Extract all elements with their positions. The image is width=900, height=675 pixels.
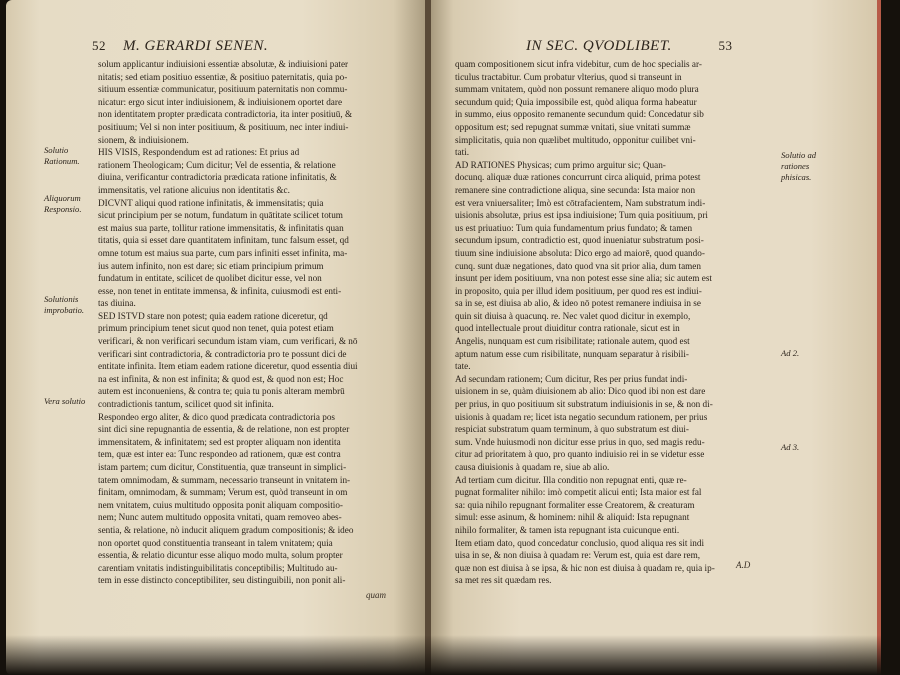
left-running-head: M. GERARDI SENEN. xyxy=(123,38,269,54)
text-line: tate. xyxy=(455,361,471,372)
left-page-number: 52 xyxy=(92,38,106,53)
text-line: autem est inconueniens, & contra te; quia tu ponis alteram membrū xyxy=(98,386,345,397)
table-shadow xyxy=(0,635,900,675)
left-page xyxy=(6,0,427,675)
text-line: nihilo formaliter, & tamen ista repugnant ista cuicunque enti. xyxy=(455,524,680,535)
margin-note-solutionis-improbatio: Solutionis improbatio. xyxy=(44,294,85,315)
text-line: AD RATIONES Physicas; cum primo arguitur sic; Quan- xyxy=(455,159,666,170)
text-line: tas diuina. xyxy=(98,298,136,309)
text-line: nitatis; sed etiam positiuo essentiæ, & positiuo paternitatis, quia po- xyxy=(98,71,348,82)
text-line: quod intellectuale prout diuiditur contra rationale, sicut est in xyxy=(455,323,680,334)
margin-note-aliquorum-responsio: Aliquorum Responsio. xyxy=(44,193,82,214)
right-page-header xyxy=(526,38,733,55)
text-line: quæ non est diuisa à se ipsa, & hic non est diuisa à quadam re, quia ip- xyxy=(455,562,715,573)
margin-note-solutio-phisicas: Solutio ad rationes phisicas. xyxy=(781,150,817,182)
text-line: ius autem infinito, non est dare; sic etiam principium primum xyxy=(98,260,324,271)
text-line: contradictionis tantum, scilicet quod sit infinita. xyxy=(98,399,274,410)
right-page-text xyxy=(455,58,790,587)
text-line: in proposito, quia per illud idem positiuum, per quod res est indiui- xyxy=(455,285,702,296)
text-line: non identitatem propter prædicata contradictoria, ita inter positiuū, & xyxy=(98,109,353,120)
text-line: uisionis absolutæ, prius est ipsa indiuisione; Tum quia positiuum, pri xyxy=(455,210,708,221)
text-line: est maius sua parte, tollitur ratione immensitatis, & infinitatis quan xyxy=(98,222,344,233)
left-page-header xyxy=(92,38,268,55)
text-line: verificari sint contradictoria, & contradictoria pro te possunt dici de xyxy=(98,348,347,359)
text-line: verificari, & non verificari secundum istam viam, cum verificari, & nō xyxy=(98,336,358,347)
margin-note-ad-3: Ad 3. xyxy=(781,442,800,452)
text-line: DICVNT aliqui quod ratione infinitatis, & immensitatis; quia xyxy=(98,197,324,208)
text-line: carentiam vnitatis indistinguibilitatis conceptibilis; Multitudo au- xyxy=(98,562,338,573)
text-line: primum principium tenet sicut quod non tenet, quia potest etiam xyxy=(98,323,334,334)
text-line: sa met res sit quædam res. xyxy=(455,575,552,586)
text-line: simul: esse asinum, & hominem: nihil & aliquid: Ista repugnant xyxy=(455,512,690,523)
text-line: sint dici sine repugnantia de essentia, & de relatione, non est propter xyxy=(98,424,350,435)
text-line: nem; Nunc autem multitudo opposita vnitati, quam removeo abes- xyxy=(98,512,342,523)
text-line: Angelis, nunquam est cum risibilitate; rationale autem, quod est xyxy=(455,336,690,347)
text-line: SED ISTVD stare non potest; quia eadem ratione diceretur, qd xyxy=(98,310,328,321)
text-line: sicut principium per se notum, fundatum in quātitate scilicet totum xyxy=(98,210,343,221)
text-line: Ad tertiam cum dicitur. Illa conditio non repugnat enti, quæ re- xyxy=(455,474,687,485)
text-line: rationem Theologicam; Cum dicitur; Vel de essentia, & relatione xyxy=(98,159,336,170)
text-line: us est priuatiuo: Tum quia fundamentum prius fundato; & tamen xyxy=(455,222,693,233)
text-line: immensitatis, vel ratione alicuius non identitatis &c. xyxy=(98,184,290,195)
text-line: est vera vniuersaliter; Imò est cōtrafacientem, Nam substratum indi- xyxy=(455,197,706,208)
text-line: uisionis à quadam re; licet ista negatio secundum rationem, per prius xyxy=(455,411,708,422)
catchword: quam xyxy=(366,590,386,600)
text-line: summam vnitatem, quòd non possunt remanere aliquo modo plura xyxy=(455,84,699,95)
text-line: entitate infinita. Item etiam eadem ratione diceretur, quod essentia diui xyxy=(98,361,358,372)
text-line: tati. xyxy=(455,147,470,158)
text-line: solum applicantur indiuisioni essentiæ absolutæ, & indiuisioni pater xyxy=(98,59,349,69)
text-line: Ad secundam rationem; Cum dicitur, Res per prius fundat indi- xyxy=(455,373,688,384)
text-line: cunq. sunt duæ negationes, dato quod vna sit prior alia, dum tamen xyxy=(455,260,701,271)
text-line: quin sit diuisa à quacunq. re. Nec valet quod dicitur in exemplo, xyxy=(455,310,691,321)
text-line: tiuum sine indiuisione absoluta: Dico ergo ad maiorē, quod quando- xyxy=(455,247,705,258)
text-line: uisionem in se, quàm diuisionem ab alio: Dico quod ibi non est dare xyxy=(455,386,706,397)
text-line: nicatur: ergo sicut inter indiuisionem, & indiuisionem oportet dare xyxy=(98,96,343,107)
text-line: causa diuisionis à quadam re, siue ab alio. xyxy=(455,462,610,472)
margin-note-ad-2: Ad 2. xyxy=(781,348,800,358)
text-line: docunq. aliquæ duæ rationes concurrunt circa aliquid, prima potest xyxy=(455,172,701,183)
text-line: insunt per idem positiuum, vna non potest esse sine alia; sic autem est xyxy=(455,273,712,284)
text-line: sentia, & relatione, nò inducit aliquem gradum compositionis; & ideo xyxy=(98,524,354,535)
margin-note-vera-solutio: Vera solutio xyxy=(44,396,86,406)
margin-note-solutio-rationum: Solutio Rationum. xyxy=(44,145,80,166)
text-line: simplicitatis, quia non quælibet multitudo, opponitur cuilibet vni- xyxy=(455,134,696,145)
right-page-number: 53 xyxy=(718,38,733,53)
text-line: na est infinita, & non est infinita; & quod est, & quod non est; Hoc xyxy=(98,373,344,384)
right-page xyxy=(431,0,881,675)
text-line: non oportet quod constituentia transeant in talem vnitatem; quia xyxy=(98,537,333,548)
text-line: immensitatem, & infinitatem; sed est propter aliquam non identita xyxy=(98,436,341,447)
text-line: HIS VISIS, Respondendum est ad rationes: Et prius ad xyxy=(98,147,300,158)
text-line: Respondeo ergo aliter, & dico quod prædicata contradictoria pos xyxy=(98,411,335,422)
text-line: positiuum; Vel si non inter positiuum, & positiuum, nec inter indiui- xyxy=(98,121,349,132)
text-line: tem in esse distincto conceptibiliter, seu distinguibili, non ponit ali- xyxy=(98,575,346,586)
text-line: secundum quid; Quia impossibile est, quòd aliqua forma habeatur xyxy=(455,96,697,107)
text-line: tem, quæ est inter ea: Tunc respondeo ad rationem, quæ est contra xyxy=(98,449,341,460)
text-line: finitam, omnimodam, & summam; Verum est, quòd transeunt in om xyxy=(98,487,348,498)
text-line: aptum natum esse cum risibilitate, nunquam separatur à risibili- xyxy=(455,348,689,359)
text-line: Item etiam dato, quod concedatur conclusio, quod aliqua res sit indi xyxy=(455,537,705,548)
text-line: remanere sine contradictione aliqua, sine secunda: Ista maior non xyxy=(455,184,696,195)
text-line: nem vnitatem, cuius multitudo opposita ponit aliquam compositio- xyxy=(98,499,343,510)
text-line: diuina, verificantur contradictoria prædicata ratione infinitatis, & xyxy=(98,172,337,183)
text-line: per prius, in quo positiuum sit substratum indiuisionis in se, & non di- xyxy=(455,399,713,410)
text-line: titatis, quia si esset dare quantitatem infinitam, tunc falsum esset, qd xyxy=(98,235,349,246)
text-line: respiciat substratum quam terminum, à quo substratum est diui- xyxy=(455,424,689,435)
text-line: pugnat formaliter nihilo: imò competit alicui enti; Ista maior est fal xyxy=(455,487,702,498)
text-line: sa: quia nihilo repugnant formaliter esse Creatorem, & creaturam xyxy=(455,499,695,510)
text-line: tatem omnimodam, & summam, necessario transeunt in vnitatem in- xyxy=(98,474,351,485)
text-line: essentia, & relatio dicuntur esse aliquo modo multa, solum propter xyxy=(98,550,343,561)
text-line: omne totum est maius sua parte, cum pars infiniti esset infinita, ma- xyxy=(98,247,348,258)
text-line: sa in se, est diuisa ab alio, & ideo nō potest remanere indiuisa in se xyxy=(455,298,701,309)
right-running-head: IN SEC. QVODLIBET. xyxy=(526,38,672,54)
text-line: in summo, eius opposito remanente secundum quid: Concedatur sib xyxy=(455,109,704,120)
text-line: sitiuum essentiæ communicatur, positiuum paternitatis non commu- xyxy=(98,84,348,95)
text-line: oppositum est; sed repugnat summæ vnitati, siue vnitati summæ xyxy=(455,121,691,132)
text-line: sionem, & indiuisionem. xyxy=(98,134,189,145)
text-line: citur ad prioritatem à quo, pro quanto indiuisio rei in se videtur esse xyxy=(455,449,705,460)
signature-mark: A.D xyxy=(736,560,751,570)
text-line: quam compositionem sicut infra videbitur, cum de hoc specialis ar- xyxy=(455,59,702,69)
text-line: secundum ipsum, contradictio est, quod inueniatur substratum posi- xyxy=(455,235,704,246)
text-line: esse, non tenet in entitate immensa, & infinita, cuiusmodi est enti- xyxy=(98,285,342,296)
text-line: istam partem; cum dicitur, Constituentia, quæ transeunt in simplici- xyxy=(98,462,347,472)
text-line: fundatum in entitate, scilicet de quolibet dicitur esse, vel non xyxy=(98,273,322,284)
text-line: sum. Vnde huiusmodi non dicitur esse prius in quo, sed magis redu- xyxy=(455,436,705,447)
text-line: ticulus tractabitur. Cum probatur vlterius, quod si transeunt in xyxy=(455,71,682,82)
left-page-text xyxy=(98,58,408,587)
text-line: uisa in se, & non diuisa à quadam re: Verum est, quia est dare rem, xyxy=(455,550,701,561)
